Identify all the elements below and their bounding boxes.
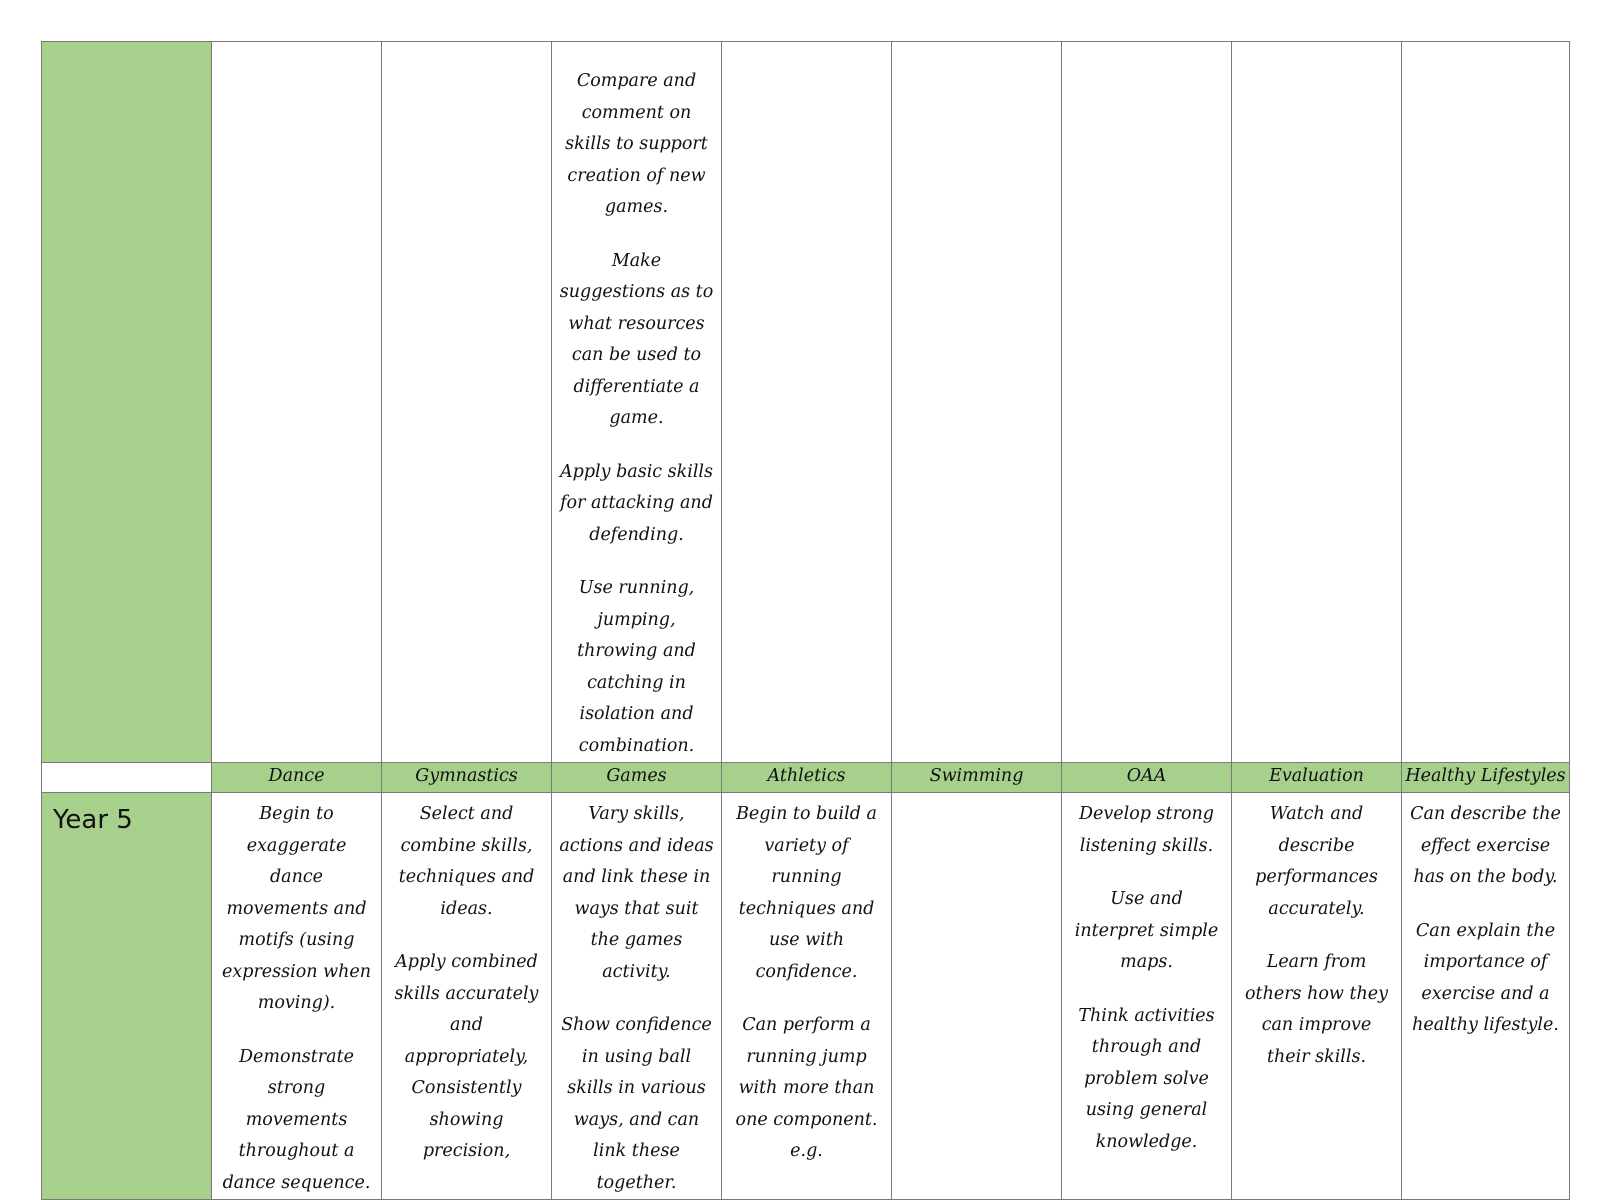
objective-text: Begin to exaggerate dance movements and motifs (using expression when moving). <box>222 804 371 1013</box>
header-dance: Dance <box>212 763 382 793</box>
objective-text: Show confidence in using ball skills in various ways, and can link these together. <box>561 1015 712 1193</box>
objective-text: Begin to build a variety of running techniques and use with confidence. <box>736 804 877 982</box>
objective-text: Develop strong listening skills. <box>1079 804 1214 856</box>
cell-oaa <box>1062 42 1232 763</box>
cell-swimming <box>892 42 1062 763</box>
objective-text: Use and interpret simple maps. <box>1074 889 1219 972</box>
cell-evaluation <box>1232 793 1402 1200</box>
cell-healthy-lifestyles <box>1402 42 1570 763</box>
curriculum-table <box>41 41 1570 1200</box>
header-blank-cell <box>42 763 212 793</box>
cell-gymnastics <box>382 793 552 1200</box>
games-objectives <box>552 42 721 762</box>
cell-athletics <box>722 42 892 763</box>
objective-text: Vary skills, actions and ideas and link these in ways that suit the games activity. <box>559 804 714 982</box>
cell-evaluation <box>1232 42 1402 763</box>
year-label-cell <box>42 42 212 763</box>
objective-text: Apply basic skills for attacking and defending. <box>559 461 714 545</box>
cell-athletics <box>722 793 892 1200</box>
table-row-previous-year <box>42 42 1570 763</box>
objective-text: Compare and comment on skills to support creation of new games. <box>565 71 708 217</box>
objective-text: Select and combine skills, techniques and ideas. <box>398 804 535 919</box>
cell-dance <box>212 42 382 763</box>
header-swimming: Swimming <box>892 763 1062 793</box>
objective-text: Can perform a running jump with more than one component. e.g. <box>735 1015 878 1161</box>
objective-text: Make suggestions as to what resources can be used to differentiate a game. <box>559 250 714 428</box>
header-healthy-lifestyles: Healthy Lifestyles <box>1402 763 1570 793</box>
cell-oaa <box>1062 793 1232 1200</box>
header-gymnastics: Gymnastics <box>382 763 552 793</box>
header-evaluation: Evaluation <box>1232 763 1402 793</box>
header-oaa: OAA <box>1062 763 1232 793</box>
header-athletics: Athletics <box>722 763 892 793</box>
year-label: Year 5 <box>53 805 133 835</box>
objective-text: Can explain the importance of exercise and a healthy lifestyle. <box>1412 920 1559 1035</box>
objective-text: Think activities through and problem solve using general knowledge. <box>1078 1005 1215 1152</box>
cell-dance <box>212 793 382 1200</box>
cell-healthy-lifestyles <box>1402 793 1570 1200</box>
cell-gymnastics <box>382 42 552 763</box>
objective-text: Apply combined skills accurately and appropriately, Consistently showing precision, <box>394 952 539 1161</box>
subject-header-row <box>42 763 1570 793</box>
objective-text: Watch and describe performances accurately. <box>1255 804 1378 919</box>
cell-swimming <box>892 793 1062 1200</box>
header-games: Games <box>552 763 722 793</box>
objective-text: Can describe the effect exercise has on the body. <box>1410 804 1561 887</box>
objective-text: Learn from others how they can improve their skills. <box>1245 952 1388 1067</box>
cell-games <box>552 42 722 763</box>
objective-text: Demonstrate strong movements throughout a dance sequence. <box>222 1046 371 1193</box>
year-label-cell <box>42 793 212 1200</box>
table-row-year-5 <box>42 793 1570 1200</box>
cell-games <box>552 793 722 1200</box>
objective-text: Use running, jumping, throwing and catching in isolation and combination. <box>577 578 696 756</box>
